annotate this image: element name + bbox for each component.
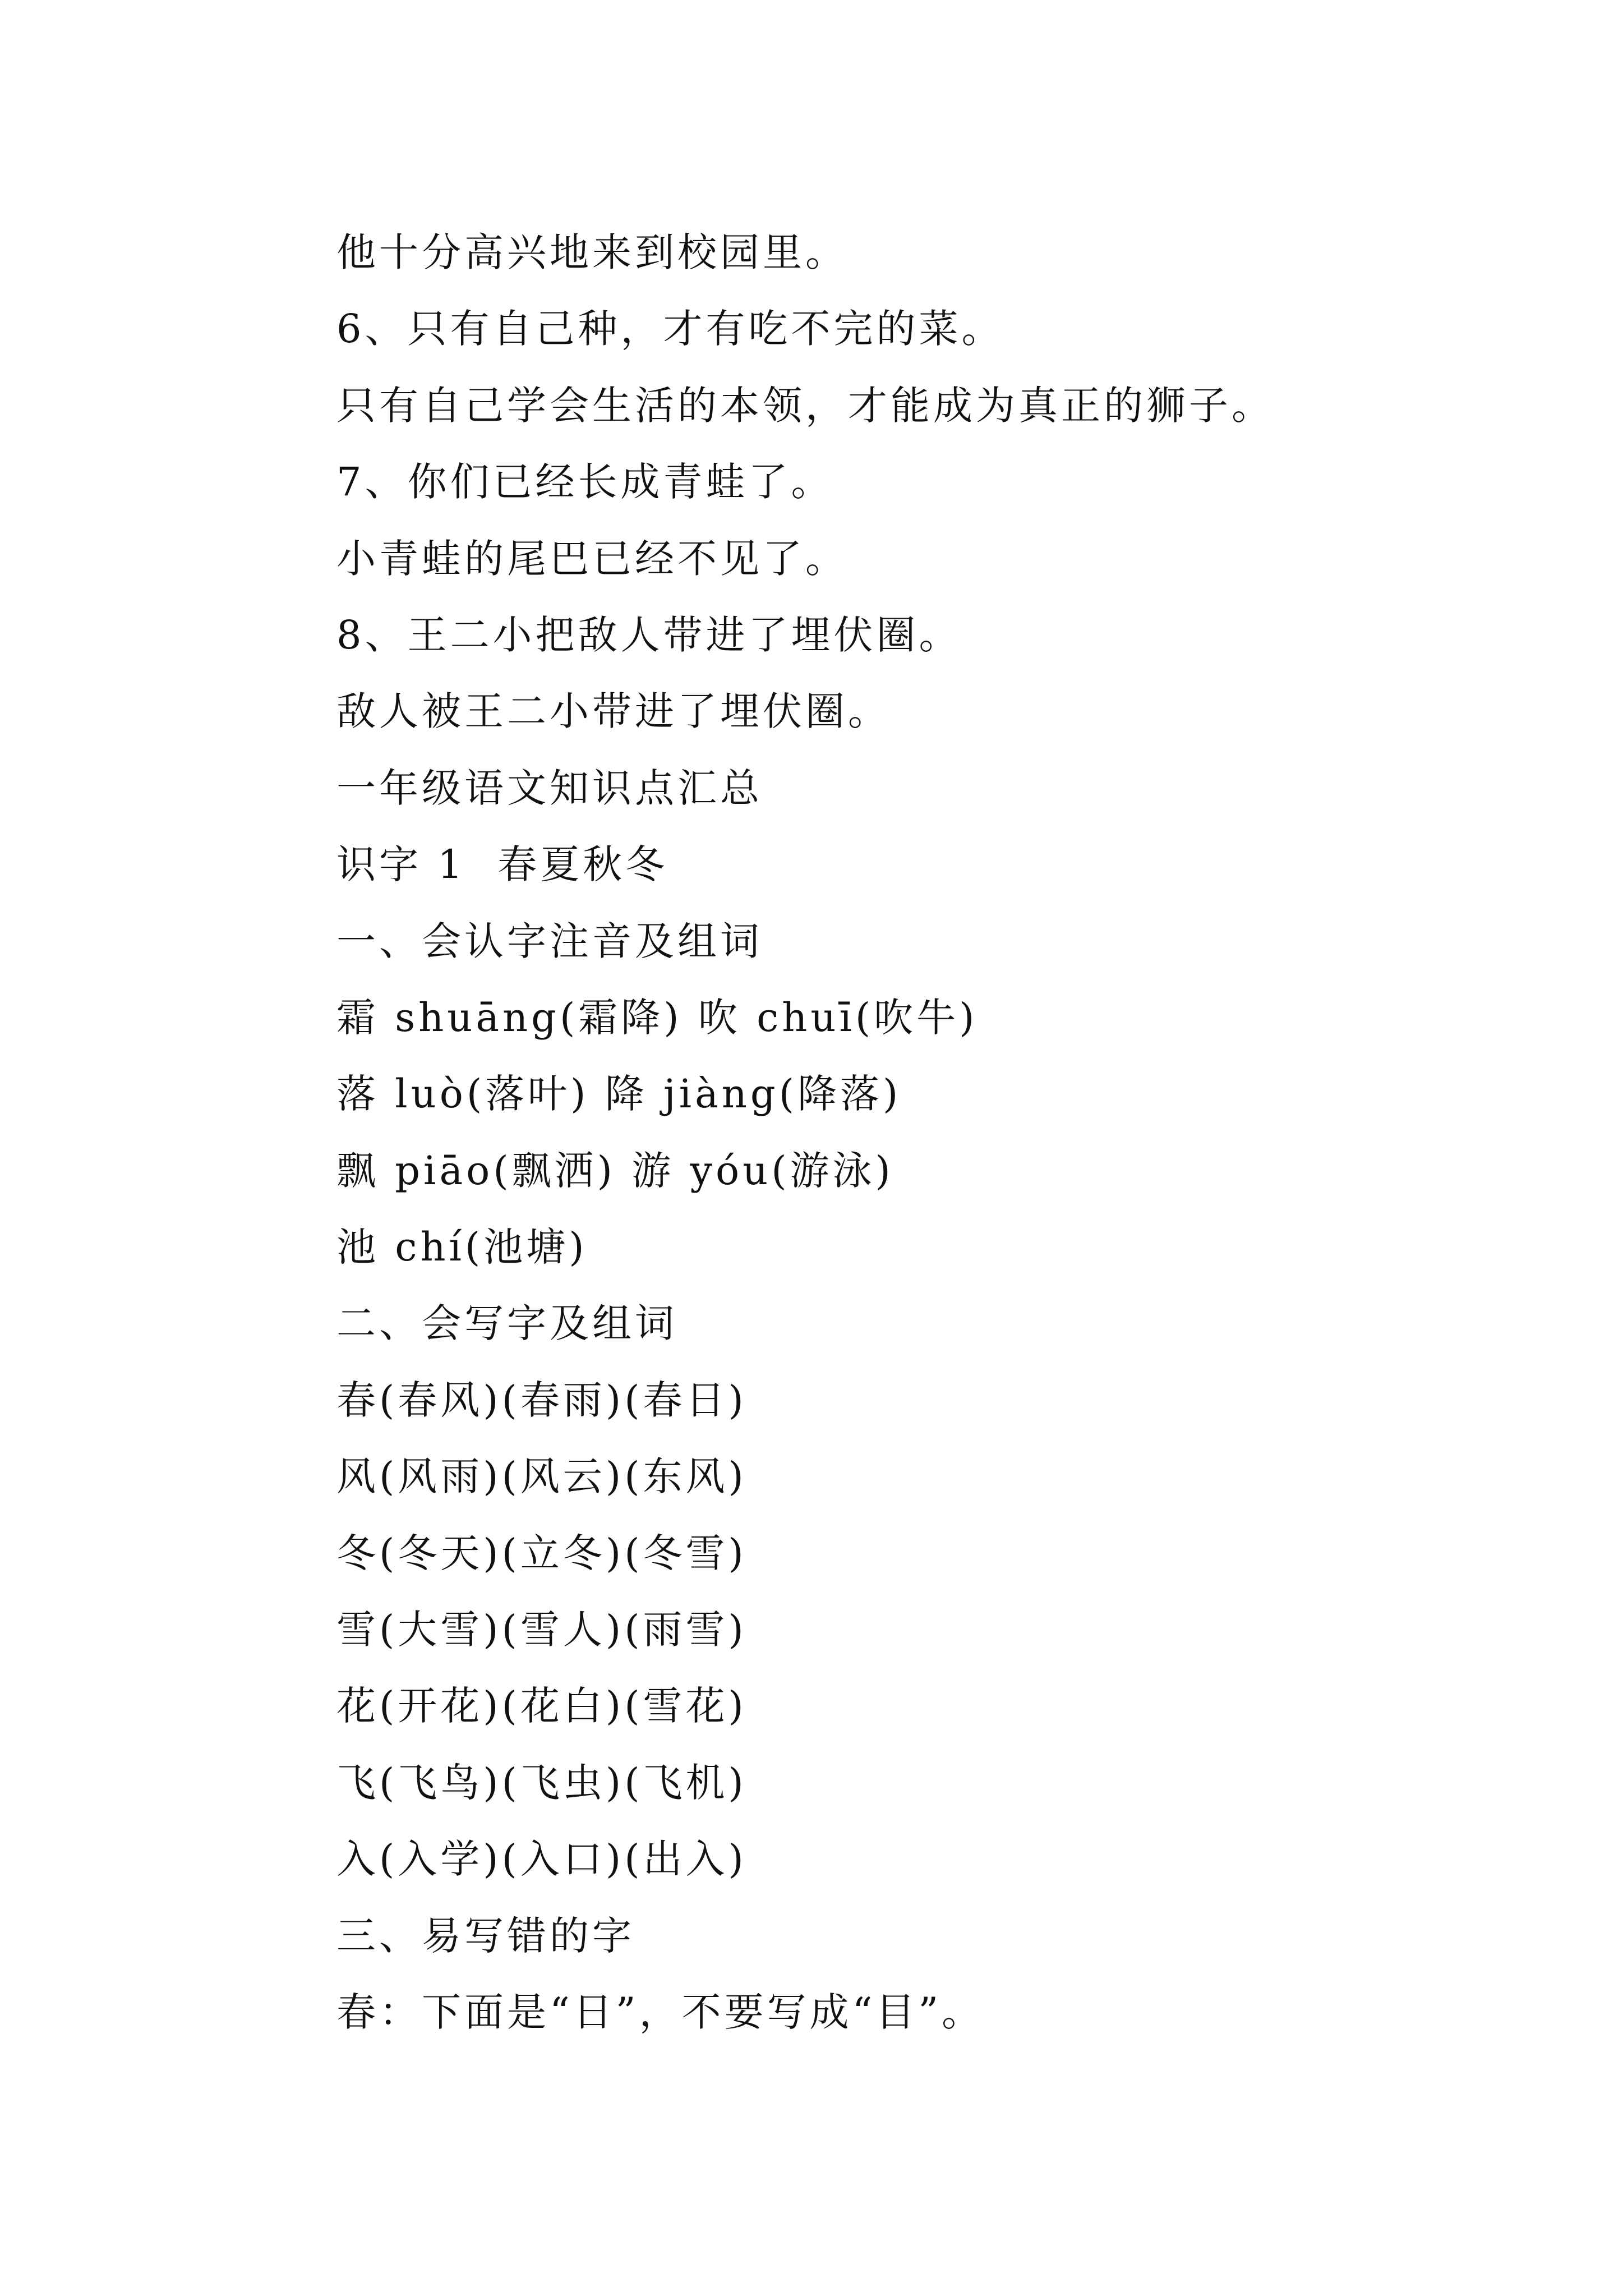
- word-group-line: 春(春风)(春雨)(春日): [336, 1377, 747, 1423]
- vocab-line: 落 luò(落叶) 降 jiàng(降落): [336, 1071, 902, 1117]
- text-line: 春：下面是“日”，不要写成“目”。: [336, 1989, 985, 2035]
- word-group-line: 飞(飞鸟)(飞虫)(飞机): [336, 1759, 747, 1806]
- section-heading: 一年级语文知识点汇总: [336, 765, 763, 811]
- word-group-line: 雪(大雪)(雪人)(雨雪): [336, 1607, 747, 1653]
- text-line: 他十分高兴地来到校园里。: [336, 229, 848, 275]
- subsection-heading: 一、会认字注音及组词: [336, 918, 763, 964]
- text-column: [336, 214, 1514, 2050]
- text-line: 7、你们已经长成青蛙了。: [336, 459, 834, 505]
- vocab-line: 飘 piāo(飘洒) 游 yóu(游泳): [336, 1147, 894, 1194]
- vocab-line: 霜 shuāng(霜降) 吹 chuī(吹牛): [336, 994, 978, 1041]
- subsection-heading: 二、会写字及组词: [336, 1300, 677, 1347]
- text-line: 8、王二小把敌人带进了埋伏圈。: [336, 611, 962, 658]
- word-group-line: 冬(冬天)(立冬)(冬雪): [336, 1530, 747, 1576]
- word-group-line: 风(风雨)(风云)(东风): [336, 1453, 747, 1500]
- text-line: 小青蛙的尾巴已经不见了。: [336, 535, 848, 582]
- subsection-heading: 三、易写错的字: [336, 1912, 635, 1959]
- text-line: 敌人被王二小带进了埋伏圈。: [336, 688, 891, 735]
- text-line: 只有自己学会生活的本领，才能成为真正的狮子。: [336, 382, 1274, 429]
- lesson-title: 识字 1 春夏秋冬: [336, 841, 668, 888]
- vocab-line: 池 chí(池塘): [336, 1224, 588, 1271]
- word-group-line: 入(入学)(入口)(出入): [336, 1836, 747, 1883]
- word-group-line: 花(开花)(花白)(雪花): [336, 1683, 747, 1729]
- text-line: 6、只有自己种，才有吃不完的菜。: [336, 306, 1004, 352]
